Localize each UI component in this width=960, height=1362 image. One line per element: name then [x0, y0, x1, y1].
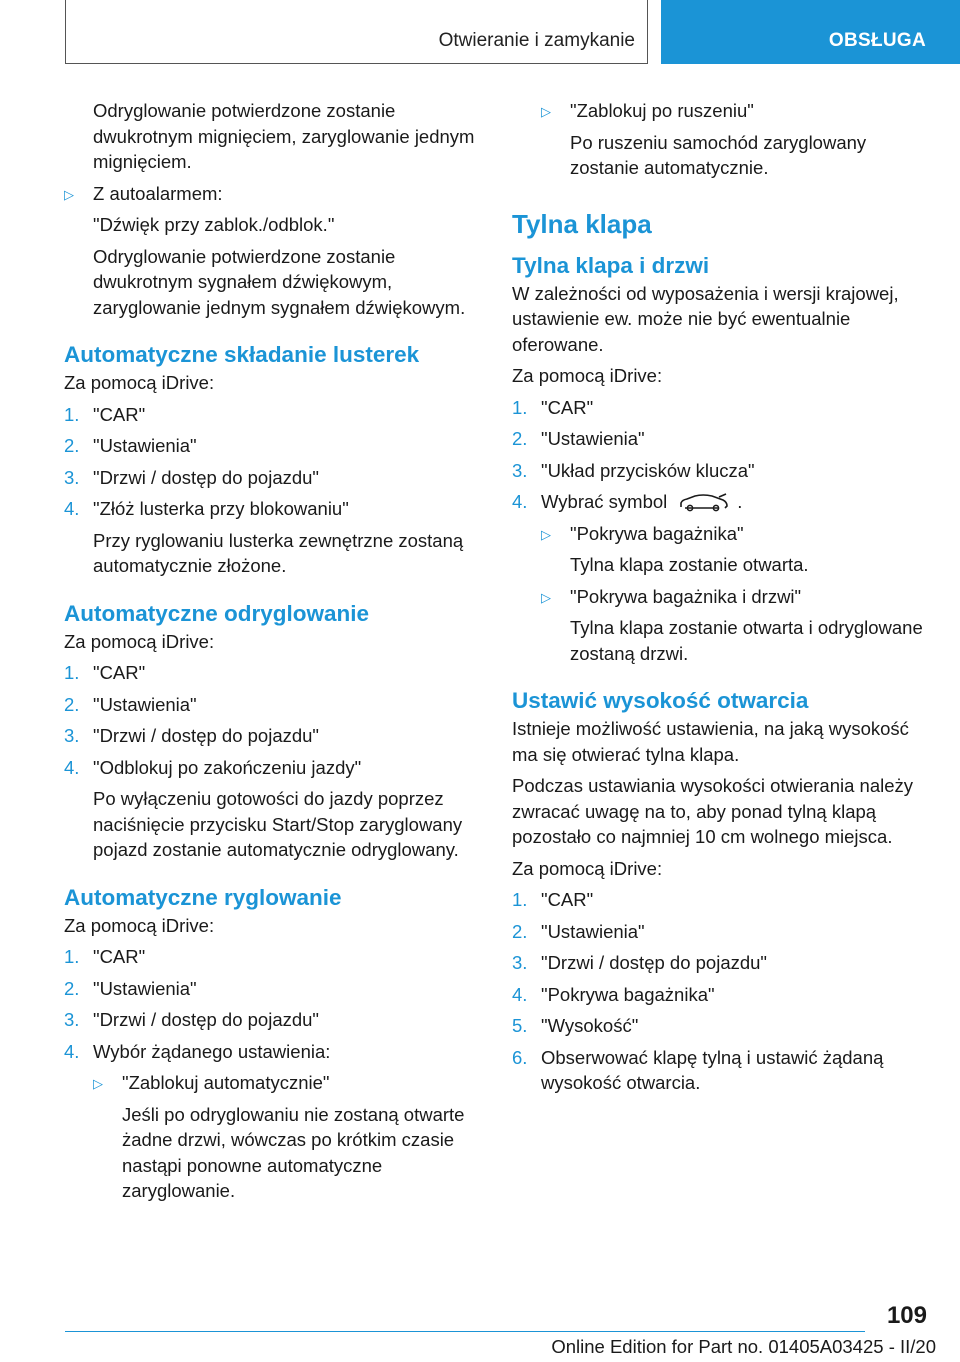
step-text: "Ustawienia"	[541, 428, 645, 449]
list-item	[512, 982, 932, 1008]
heading-tailgate: Tylna klapa	[512, 208, 652, 239]
list-item	[64, 1039, 484, 1065]
step-number: 1.	[64, 662, 80, 683]
left-column	[64, 98, 484, 1204]
step-text: "CAR"	[93, 946, 146, 967]
list-item	[64, 402, 484, 428]
list-item	[64, 660, 484, 686]
step-text: "Ustawienia"	[93, 435, 197, 456]
step-number: 1.	[64, 403, 80, 425]
list-item	[512, 426, 932, 452]
paragraph: Odryglowanie potwierdzone zostanie dwukrotnym mignięciem, zaryglowanie jednym mignięciem.	[93, 100, 475, 172]
list-item	[64, 976, 484, 1002]
step-number: 4.	[64, 498, 80, 519]
step-text: "Odblokuj po zakończeniu jazdy"	[93, 756, 362, 778]
list-item	[512, 1013, 932, 1039]
list-item	[64, 723, 484, 749]
section-title: Otwieranie i zamykanie	[438, 30, 635, 51]
bullet-triangle-icon: ▷	[541, 589, 551, 605]
bullet-triangle-icon: ▷	[93, 1076, 103, 1091]
idrive-intro: Za pomocą iDrive:	[64, 630, 215, 652]
step-number: 2.	[64, 977, 80, 999]
step-number: 1.	[64, 946, 80, 967]
step-number: 1.	[512, 396, 528, 418]
step-number: 3.	[64, 1009, 80, 1030]
step-text: "Pokrywa bagażnika"	[541, 983, 715, 1005]
step-number: 6.	[512, 1046, 528, 1068]
step-text: "Układ przycisków klucza"	[541, 459, 755, 481]
step-number: 2.	[512, 920, 528, 942]
list-item	[64, 181, 484, 321]
list-item	[64, 692, 484, 718]
step-text: Wybrać symbol	[541, 491, 668, 512]
bullet-triangle-icon: ▷	[64, 186, 74, 202]
list-item	[64, 755, 484, 781]
menu-option: "Zablokuj automatycznie"	[122, 1072, 330, 1093]
section-title-box	[65, 0, 648, 64]
list-item	[64, 1070, 484, 1204]
heading-opening-height: Ustawić wysokość otwarcia	[512, 688, 809, 713]
paragraph: Po wyłączeniu gotowości do jazdy poprzez naciśnięcie przycisku Start/Stop zaryglowany pojazd zostanie automatycznie odryglowany.	[93, 788, 463, 860]
heading-auto-unlock: Automatyczne odryglowanie	[64, 600, 370, 626]
step-number: 1.	[512, 889, 528, 910]
step-text: "Ustawienia"	[93, 693, 197, 715]
step-text: "Wysokość"	[541, 1015, 639, 1036]
list-item	[512, 919, 932, 945]
step-number: 3.	[64, 725, 80, 746]
idrive-intro: Za pomocą iDrive:	[64, 372, 215, 393]
paragraph: W zależności od wyposażenia i wersji krajowej, ustawienie ew. może nie być ewentualnie oferowane.	[512, 282, 899, 355]
step-number: 3.	[64, 466, 80, 488]
paragraph: Istnieje możliwość ustawienia, na jaką wysokość ma się otwierać tylna klapa.	[512, 718, 909, 765]
list-item	[64, 433, 484, 459]
right-column	[512, 98, 932, 1096]
bullet-label: Z autoalarmem:	[93, 182, 223, 204]
idrive-intro: Za pomocą iDrive:	[512, 365, 663, 386]
step-text: "CAR"	[93, 662, 146, 683]
paragraph: Tylna klapa zostanie otwarta.	[570, 554, 809, 575]
paragraph: Przy ryglowaniu lusterka zewnętrzne zostaną automatycznie złożone.	[93, 529, 464, 576]
step-number: 2.	[64, 693, 80, 715]
page-header	[0, 0, 960, 64]
list-item	[64, 944, 484, 970]
step-text: "Drzwi / dostęp do pojazdu"	[93, 725, 320, 746]
step-number: 4.	[64, 1040, 80, 1062]
step-text: Obserwować klapę tylną i ustawić żądaną wysokość otwarcia.	[541, 1046, 884, 1093]
heading-auto-lock: Automatyczne ryglowanie	[64, 884, 342, 910]
list-item	[512, 887, 932, 913]
car-tailgate-icon	[679, 493, 729, 513]
list-item	[64, 1007, 484, 1033]
step-text: "CAR"	[93, 403, 146, 425]
step-text: Wybór żądanego ustawienia:	[93, 1040, 331, 1062]
menu-option: "Dźwięk przy zablok./odblok."	[93, 214, 335, 235]
list-item	[512, 98, 932, 181]
chapter-tab-label: OBSŁUGA	[828, 30, 926, 51]
step-text: "Drzwi / dostęp do pojazdu"	[93, 466, 320, 488]
edition-text: Online Edition for Part no. 01405A03425 - II/20	[551, 1336, 936, 1357]
bullet-triangle-icon: ▷	[541, 526, 551, 542]
footer-divider	[65, 1331, 865, 1332]
menu-option: "Pokrywa bagażnika"	[570, 522, 744, 544]
list-item	[512, 521, 932, 578]
paragraph: Jeśli po odryglowaniu nie zostaną otwarte żadne drzwi, wówczas po krótkim czasie nastąpi ponowne automatyczne zaryglowanie.	[122, 1103, 465, 1201]
heading-tailgate-doors: Tylna klapa i drzwi	[512, 252, 710, 278]
step-text: "Drzwi / dostęp do pojazdu"	[541, 952, 768, 973]
step-number: 3.	[512, 952, 528, 973]
list-item	[512, 458, 932, 484]
heading-mirrors: Automatyczne składanie lusterek	[64, 342, 420, 367]
list-item	[512, 395, 932, 421]
step-text: "Drzwi / dostęp do pojazdu"	[93, 1009, 320, 1030]
step-text: "Ustawienia"	[541, 920, 645, 942]
step-number: 4.	[512, 983, 528, 1005]
paragraph: Podczas ustawiania wysokości otwierania należy zwracać uwagę na to, aby ponad tylną klapą pozostało co najmniej 10 cm wolnego miejsca.	[512, 775, 914, 847]
step-text: "Złóż lusterka przy blokowaniu"	[93, 498, 349, 519]
step-number: 4.	[64, 756, 80, 778]
step-number: 2.	[512, 428, 528, 449]
menu-option: "Zablokuj po ruszeniu"	[570, 100, 754, 121]
paragraph: Po ruszeniu samochód zaryglowany zostanie automatycznie.	[570, 131, 867, 178]
step-text: "CAR"	[541, 396, 594, 418]
list-item	[512, 950, 932, 976]
list-item	[512, 584, 932, 667]
paragraph: Tylna klapa zostanie otwarta i odryglowane zostaną drzwi.	[570, 617, 923, 664]
chapter-tab[interactable]	[661, 0, 960, 64]
step-number: 5.	[512, 1015, 528, 1036]
idrive-intro: Za pomocą iDrive:	[512, 857, 663, 879]
bullet-triangle-icon: ▷	[541, 104, 551, 119]
step-number: 3.	[512, 459, 528, 481]
menu-option: "Pokrywa bagażnika i drzwi"	[570, 585, 802, 607]
idrive-intro: Za pomocą iDrive:	[64, 914, 215, 936]
step-number: 4.	[512, 491, 528, 512]
list-item	[512, 1045, 932, 1096]
step-text: "Ustawienia"	[93, 977, 197, 999]
list-item	[64, 465, 484, 491]
list-item	[64, 496, 484, 522]
step-text: "CAR"	[541, 889, 594, 910]
list-item: 4. Wybrać symbol .	[512, 489, 932, 515]
step-number: 2.	[64, 435, 80, 456]
page-number: 109	[886, 1302, 927, 1329]
paragraph: Odryglowanie potwierdzone zostanie dwukrotnym sygnałem dźwiękowym, zaryglowanie jednym sygnałem dźwiękowym.	[93, 245, 466, 318]
